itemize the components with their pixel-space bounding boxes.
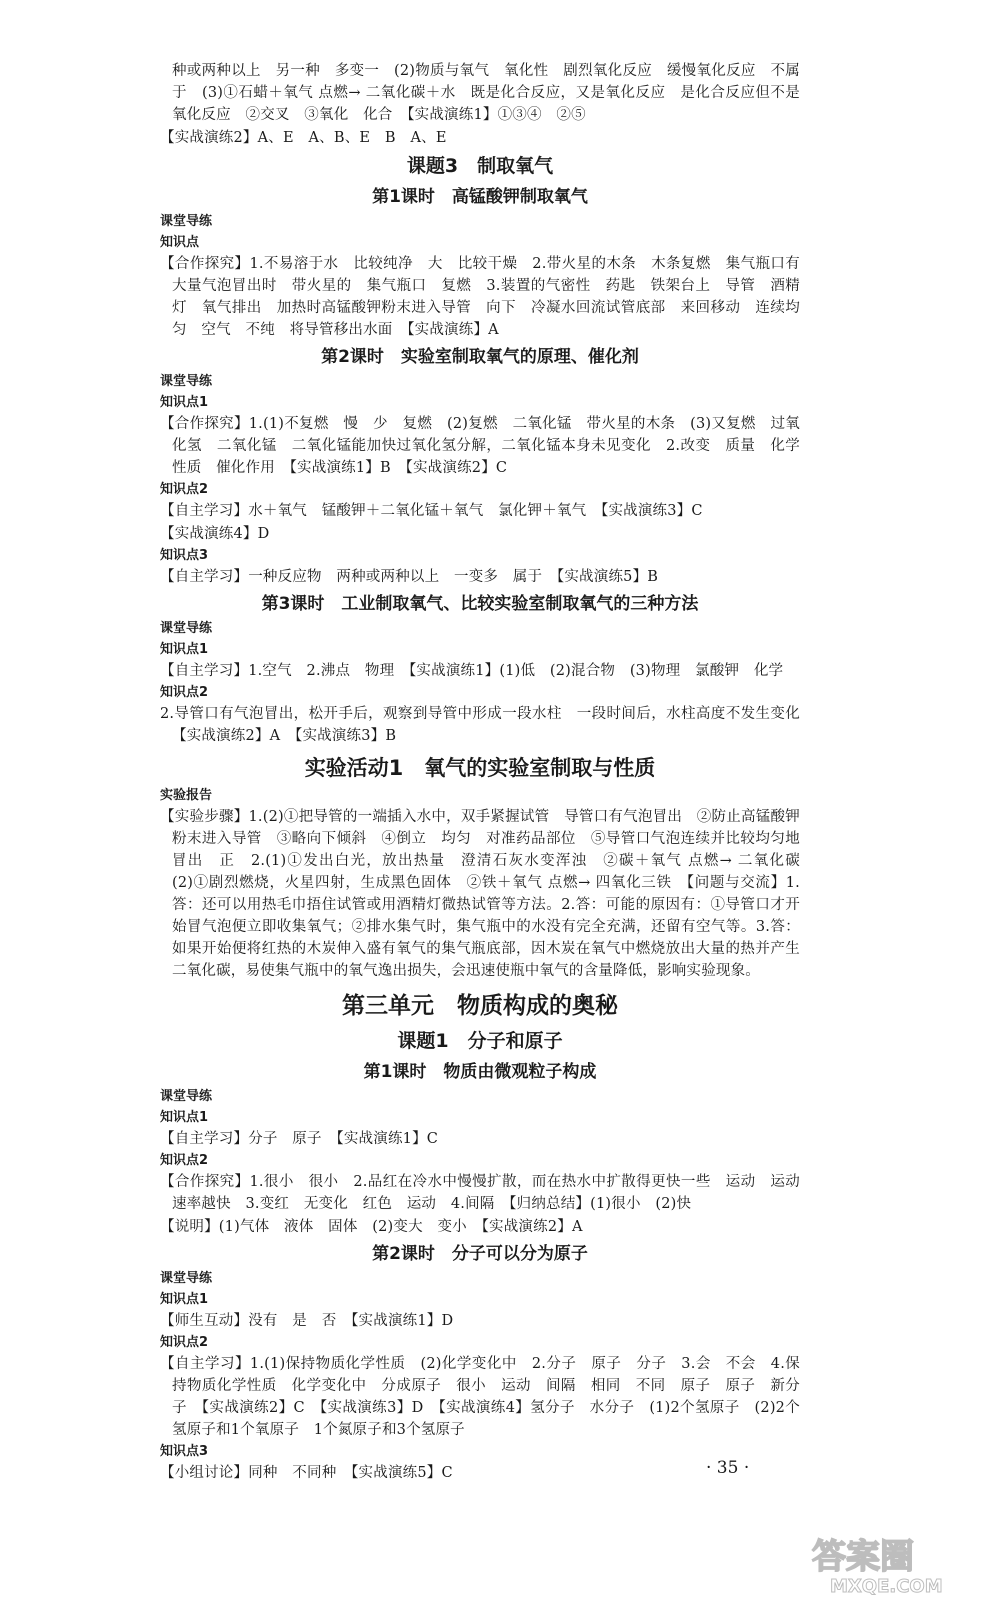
section-label: 课堂导练: [160, 1089, 213, 1104]
section-label: 知识点1: [160, 1292, 209, 1307]
section-label: 知识点2: [160, 685, 209, 700]
section-label: 知识点: [160, 235, 200, 250]
answer-paragraph: 【实战演练2】A、E A、B、E B A、E: [160, 130, 447, 146]
section-label: 课堂导练: [160, 1271, 213, 1286]
answer-paragraph: 2.导管口有气泡冒出，松开手后，观察到导管中形成一段水柱 一段时间后，水柱高度不发生变化 【实战演练2】A 【实战演练3】B: [160, 706, 815, 744]
class-period-title: 第1课时 物质由微观粒子构成: [363, 1062, 597, 1082]
answer-paragraph: 【合作探究】1.不易溶于水 比较纯净 大 比较干燥 2.带火星的木条 木条复燃 集气瓶口有大量气泡冒出时 带火星的 集气瓶口 复燃 3.装置的气密性 药匙 铁架台上 导管 酒精灯 氧气排出 加热时高锰酸钾粉末进入导管 向下 冷凝水回流试管底部 来回移动 连续均匀 空气 不纯 将导管移出水面 【实战演练】A: [160, 256, 800, 338]
lesson-title: 课题1 分子和原子: [397, 1030, 563, 1052]
section-label: 实验报告: [160, 788, 213, 803]
answer-paragraph: 【实战演练4】D: [160, 526, 270, 542]
answer-paragraph: 【合作探究】1.(1)不复燃 慢 少 复燃 (2)复燃 二氧化锰 带火星的木条 (3)又复燃 过氧化氢 二氧化锰 二氧化锰能加快过氧化氢分解，二氧化锰本身未见变化 2.改变 质量 化学性质 催化作用 【实战演练1】B 【实战演练2】C: [160, 416, 800, 476]
page-number: · 35 ·: [706, 1458, 750, 1478]
class-period-title: 第3课时 工业制取氧气、比较实验室制取氧气的三种方法: [261, 594, 699, 614]
answer-paragraph: 【小组讨论】同种 不同种 【实战演练5】C: [160, 1465, 453, 1481]
watermark-text: 答案圈: [812, 1537, 914, 1577]
class-period-title: 第2课时 实验室制取氧气的原理、催化剂: [321, 347, 639, 367]
watermark-url: MXQE.COM: [830, 1576, 943, 1597]
answer-paragraph: 【自主学习】1.(1)保持物质化学性质 (2)化学变化中 2.分子 原子 分子 3.会 不会 4.保持物质化学性质 化学变化中 分成原子 很小 运动 间隔 相同 不同 原子 原子 新分子 【实战演练2】C 【实战演练3】D 【实战演练4】氢分子 水分子 (1)2个氢原子 (2)2个氢原子和1个氧原子 1个氮原子和3个氢原子: [160, 1356, 800, 1438]
class-period-title: 第1课时 高锰酸钾制取氧气: [372, 187, 588, 207]
watermark-logo: [808, 1528, 993, 1598]
answer-paragraph: 【自主学习】水＋氧气 锰酸钾＋二氧化锰＋氧气 氯化钾＋氧气 【实战演练3】C: [160, 503, 703, 519]
section-label: 知识点1: [160, 395, 209, 410]
unit-title: 第三单元 物质构成的奥秘: [342, 993, 618, 1019]
class-period-title: 第2课时 分子可以分为原子: [372, 1244, 588, 1264]
section-label: 知识点2: [160, 1153, 209, 1168]
section-label: 知识点2: [160, 482, 209, 497]
section-label: 知识点1: [160, 642, 209, 657]
lesson-title: 课题3 制取氧气: [406, 155, 554, 177]
section-label: 知识点2: [160, 1335, 209, 1350]
section-label: 课堂导练: [160, 621, 213, 636]
answer-paragraph: 【师生互动】没有 是 否 【实战演练1】D: [160, 1313, 454, 1329]
section-label: 知识点1: [160, 1110, 209, 1125]
section-label: 知识点3: [160, 548, 209, 563]
answer-paragraph: 种或两种以上 另一种 多变一 (2)物质与氧气 氧化性 剧烈氧化反应 缓慢氧化反应 不属于 (3)①石蜡＋氧气 点燃→ 二氧化碳＋水 既是化合反应，又是氧化反应 是化合反应但不是氧化反应 ②交叉 ③氧化 化合 【实战演练1】①③④ ②⑤: [172, 63, 800, 123]
experiment-title: 实验活动1 氧气的实验室制取与性质: [304, 756, 656, 780]
section-label: 课堂导练: [160, 214, 213, 229]
answer-paragraph: 【自主学习】1.空气 2.沸点 物理 【实战演练1】(1)低 (2)混合物 (3)物理 氯酸钾 化学: [160, 663, 784, 679]
answer-content: [160, 60, 815, 1485]
answer-paragraph: 【说明】(1)气体 液体 固体 (2)变大 变小 【实战演练2】A: [160, 1219, 583, 1235]
section-label: 课堂导练: [160, 374, 213, 389]
section-label: 知识点3: [160, 1444, 209, 1459]
answer-paragraph: 【自主学习】一种反应物 两种或两种以上 一变多 属于 【实战演练5】B: [160, 569, 659, 585]
answer-paragraph: 【合作探究】1.很小 很小 2.品红在冷水中慢慢扩散，而在热水中扩散得更快一些 运动 运动速率越快 3.变红 无变化 红色 运动 4.间隔 【归纳总结】(1)很小 (2)快: [160, 1174, 800, 1212]
answer-paragraph: 【自主学习】分子 原子 【实战演练1】C: [160, 1131, 439, 1147]
answer-paragraph: 【实验步骤】1.(2)①把导管的一端插入水中，双手紧握试管 导管口有气泡冒出 ②防止高锰酸钾粉末进入导管 ③略向下倾斜 ④倒立 均匀 对准药品部位 ⑤导管口气泡连续并比较均匀地冒出 正 2.(1)①发出白光，放出热量 澄清石灰水变浑浊 ②碳＋氧气 点燃→ 二氧化碳 (2)①剧烈燃烧，火星四射，生成黑色固体 ②铁＋氧气 点燃→ 四氧化三铁 【问题与交流】1.答：还可以用热毛巾捂住试管或用酒精灯微热试管等方法。2.答：可能的原因有：①导管口才开始冒气泡便立即收集氧气；②排水集气时，集气瓶中的水没有完全充满，还留有空气等。3.答：如果开始便将红热的木炭伸入盛有氧气的集气瓶底部，因木炭在氧气中燃烧放出大量的热并产生二氧化碳，易使集气瓶中的氧气逸出损失，会迅速使瓶中氧气的含量降低，影响实验现象。: [160, 809, 815, 979]
